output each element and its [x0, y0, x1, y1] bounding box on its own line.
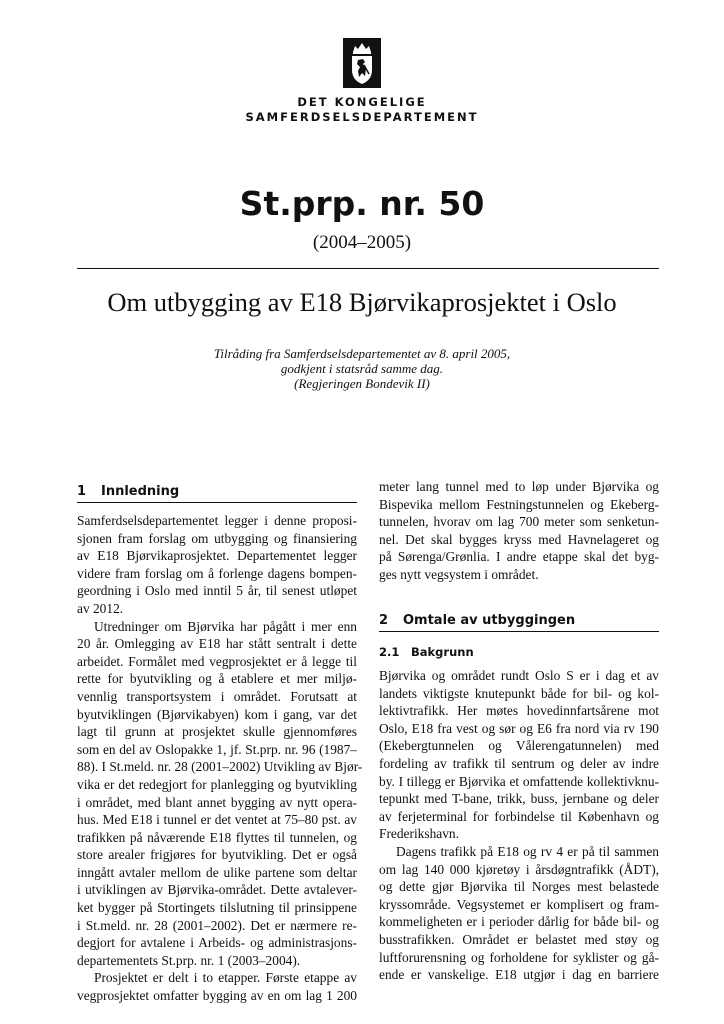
section-number: 2	[379, 613, 389, 628]
text-line: lektivtrafikk. Her møtes hovedinnfartsårene mot	[379, 703, 659, 719]
section-title: Innledning	[101, 484, 180, 499]
text-line: lagt til grunn at prosjektet skulle gjennomføres	[77, 724, 357, 740]
recommendation-line: Tilråding fra Samferdselsdepartementet av 8. april 2005,	[213, 346, 511, 361]
text-line: landets viktigste knutepunkt både for bil- og kol-	[379, 685, 659, 701]
section-heading-omtale	[379, 613, 575, 628]
text-line: ges nytt vegsystem i området.	[379, 566, 539, 582]
subsection-title: Bakgrunn	[411, 645, 474, 659]
text-line: Dagens trafikk på E18 og rv 4 er på til sammen	[396, 843, 659, 859]
text-line: Samferdselsdepartementet legger i denne proposi-	[77, 513, 357, 528]
text-line: tunnelen, hvorav om lag 700 meter som senketun-	[379, 514, 659, 530]
text-line: vennlig transportsystem i området. Forutsatt at	[77, 688, 357, 704]
ministry-name-line1: DET KONGELIGE	[297, 95, 427, 109]
section-number: 1	[77, 484, 87, 499]
text-line: Utredninger om Bjørvika har pågått i mer enn	[94, 618, 357, 634]
text-line: hus. Med E18 i tunnel er det ventet at 75–80 pst. av	[77, 812, 357, 828]
text-line: nel. Det skal bygges kryss med Havnelageret og	[379, 531, 659, 547]
text-line: i utviklingen av Bjørvika-området. Dette avtalever-	[77, 882, 357, 898]
section-title: Omtale av utbyggingen	[403, 613, 576, 628]
section-heading-rule	[379, 631, 659, 632]
text-line: vegprosjektet omfatter bygging av en om lag 1 200	[77, 988, 357, 1004]
ministry-name-line2: SAMFERDSELSDEPARTEMENT	[245, 110, 479, 124]
text-line: geordning i Oslo med inntil 5 år, til senest utløpet	[77, 583, 357, 599]
text-line: av E18 Bjørvikaprosjektet. Departementet legger	[77, 548, 357, 564]
approval-line: godkjent i statsråd samme dag.	[280, 361, 444, 376]
text-line: i St.meld. nr. 28 (2001–2002). Det er nærmere re-	[77, 917, 357, 933]
text-line: Bjørvika og området rundt Oslo S er i dag et av	[379, 668, 659, 683]
text-line: sjonen fram forslag om utbygging og finansiering	[77, 530, 357, 546]
text-line: om lag 140 000 kjøretøy i årsdøgntrafikk (ÅDT),	[379, 861, 659, 877]
right-column-continuation	[379, 478, 659, 584]
text-line: byutviklingen (Bjørvikabyen) kom i gang, var det	[77, 706, 357, 722]
text-line: Prosjektet er delt i to etapper. Første etappe av	[94, 970, 357, 986]
text-line: Bispevika mellom Festningstunnelen og Ekeberg-	[379, 496, 659, 512]
text-line: fordeling av trafikk til sentrum og deler av indre	[379, 755, 659, 771]
header-divider	[77, 268, 659, 269]
text-line: inngått avtaler mellom de ulike partene som deltar	[77, 864, 357, 880]
royal-coat-of-arms-logo	[343, 38, 381, 88]
text-line: i området, med blant annet bygging av nytt opera-	[77, 794, 357, 810]
subsection-heading-bakgrunn	[379, 645, 474, 659]
text-line: (Ekebergtunnelen og Vålerengatunnelen) med	[379, 738, 659, 754]
text-line: 88). I St.meld. nr. 28 (2001–2002) Utvikling av Bjør-	[77, 759, 363, 775]
left-column	[77, 512, 363, 1005]
text-line: av 2012.	[77, 600, 124, 616]
text-line: videre fram forslag om å forlenge dagens bompen-	[77, 565, 357, 581]
page-title: Om utbygging av E18 Bjørvikaprosjektet i Oslo	[107, 287, 617, 317]
text-line: Oslo, E18 fra vest og sør og E6 fra nord via rv 190	[379, 720, 659, 736]
text-line: by. I tillegg er Bjørvika et omfattende kollektivknu-	[379, 773, 659, 789]
text-line: ket bygger på Stortingets tilslutning til prinsippene	[77, 900, 357, 916]
document-session-year: (2004–2005)	[312, 232, 412, 253]
text-line: kryssområde. Vegsystemet er komplisert og fram-	[379, 896, 659, 912]
right-column-body	[379, 667, 659, 984]
text-line: 20 år. Omlegging av E18 har stått sentralt i dette	[77, 636, 357, 652]
text-line: departementets St.prp. nr. 1 (2003–2004).	[77, 952, 301, 968]
government-line: (Regjeringen Bondevik II)	[294, 376, 430, 391]
text-line: ende er vanskelige. E18 utgjør i dag en barriere	[379, 967, 659, 983]
text-line: busstrafikken. Området er belastet med støy og	[379, 931, 659, 947]
subsection-number: 2.1	[379, 645, 400, 659]
document-number: St.prp. nr. 50	[239, 184, 485, 223]
text-line: rette for byutvikling og å etablere et mer miljø-	[77, 671, 357, 687]
text-line: vika er det redegjort for planlegging og byutvikling	[77, 776, 357, 792]
text-line: som en del av Oslopakke 1, jf. St.prp. nr. 96 (1987–	[77, 741, 357, 757]
text-line: kommeligheten er i perioder dårlig for både bil- og	[379, 914, 659, 930]
text-line: store arealer frigjøres for byutvikling. Det er også	[77, 847, 357, 863]
text-line: på Sørenga/Grønlia. I andre etappe skal det byg-	[379, 549, 659, 565]
text-line: meter lang tunnel med to løp under Bjørvika og	[379, 479, 659, 494]
section-heading-innledning	[77, 484, 179, 499]
text-line: trafikken på nåværende E18 flyttes til tunnelen, og	[77, 829, 357, 845]
text-line: tepunkt med T-bane, trikk, buss, jernbane og deler	[379, 791, 659, 807]
text-line: og dette gjør Bjørvika til Norges mest belastede	[379, 879, 659, 895]
text-line: av ferjeterminal for forbindelse til København og	[379, 808, 659, 824]
text-line: luftforurensning og forholdene for syklister og gå-	[379, 949, 659, 965]
text-line: arbeidet. Formålet med vegprosjektet er å legge til	[77, 653, 357, 669]
text-line: degjort for avtalene i Arbeids- og administrasjons-	[77, 935, 357, 951]
section-heading-rule	[77, 502, 357, 503]
text-line: Frederikshavn.	[379, 826, 459, 842]
